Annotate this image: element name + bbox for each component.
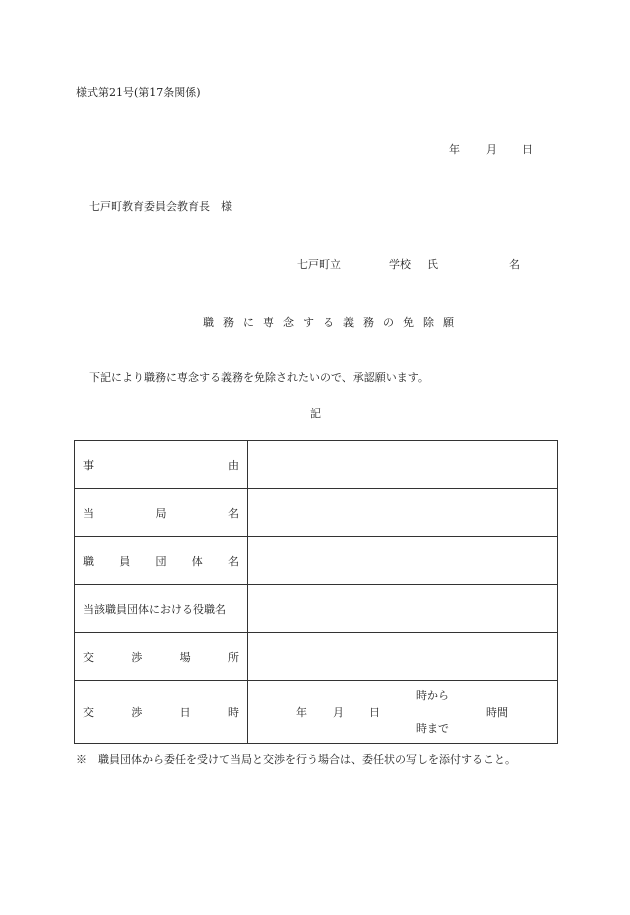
- row-label: [75, 585, 248, 633]
- table-row: [75, 585, 558, 633]
- addressee: 七戸町教育委員会教育長 様: [89, 200, 232, 213]
- school-prefix: 七戸町立: [297, 258, 341, 271]
- reason-field[interactable]: [248, 441, 558, 489]
- label-part: 事: [83, 458, 94, 472]
- label-part: 交: [83, 650, 94, 664]
- date-month: 月: [486, 143, 497, 156]
- title-char: 除: [423, 316, 434, 329]
- title-char: 職: [203, 316, 214, 329]
- ki-heading: 記: [310, 407, 321, 420]
- row-label: [75, 489, 248, 537]
- label-part: 場: [179, 650, 191, 664]
- position-field[interactable]: [248, 585, 558, 633]
- title-char: す: [303, 316, 314, 329]
- title-char: 免: [403, 316, 414, 329]
- label-part: 日: [179, 706, 191, 719]
- table-row: [75, 537, 558, 585]
- name-suffix: 名: [509, 258, 520, 271]
- row-label: [75, 537, 248, 585]
- title-char: の: [383, 316, 394, 329]
- table-row: [75, 489, 558, 537]
- school-suffix: 学校: [389, 258, 411, 271]
- dt-year: 年: [296, 706, 307, 719]
- dt-month: 月: [333, 706, 344, 719]
- details-table: [74, 440, 558, 744]
- label-part: 当該職員団体における役職名: [83, 602, 226, 616]
- row-label: [75, 681, 248, 744]
- title-char: 義: [343, 316, 354, 329]
- row-label: [75, 441, 248, 489]
- title-char: 務: [223, 316, 234, 329]
- table-row: [75, 633, 558, 681]
- title-char: に: [243, 316, 254, 329]
- title-char: る: [323, 316, 334, 329]
- table-row: [75, 681, 558, 744]
- label-part: 局: [155, 506, 167, 520]
- table-row: [75, 441, 558, 489]
- title-char: 務: [363, 316, 374, 329]
- negotiation-place-field[interactable]: [248, 633, 558, 681]
- title-char: 専: [263, 316, 274, 329]
- label-part: 時: [227, 706, 239, 719]
- document-title: [203, 314, 463, 330]
- footnote: ※ 職員団体から委任を受けて当局と交渉を行う場合は、委任状の写しを添付すること。: [76, 753, 516, 766]
- label-part: 体: [191, 554, 203, 568]
- dt-from: 時から: [416, 689, 449, 702]
- label-part: 員: [119, 554, 131, 568]
- label-part: 渉: [131, 706, 143, 719]
- date-day: 日: [522, 143, 533, 156]
- date-year: 年: [449, 143, 460, 156]
- label-part: 渉: [131, 650, 143, 664]
- label-part: 団: [155, 554, 167, 568]
- authority-name-field[interactable]: [248, 489, 558, 537]
- negotiation-datetime-field[interactable]: [248, 681, 558, 744]
- label-part: 当: [83, 506, 94, 520]
- title-char: 願: [443, 316, 454, 329]
- label-part: 交: [83, 706, 94, 719]
- name-prefix: 氏: [427, 258, 438, 271]
- label-part: 名: [228, 554, 239, 568]
- intro-text: 下記により職務に専念する義務を免除されたいので、承認願います。: [89, 371, 429, 384]
- row-label: [75, 633, 248, 681]
- dt-to: 時まで: [416, 722, 449, 735]
- dt-day: 日: [369, 706, 380, 719]
- form-number: 様式第21号(第17条関係): [76, 86, 201, 99]
- dt-duration: 時間: [486, 706, 508, 719]
- label-part: 所: [227, 650, 239, 664]
- label-part: 職: [83, 554, 94, 568]
- organization-name-field[interactable]: [248, 537, 558, 585]
- label-part: 名: [228, 506, 239, 520]
- title-char: 念: [283, 316, 294, 329]
- label-part: 由: [228, 458, 239, 472]
